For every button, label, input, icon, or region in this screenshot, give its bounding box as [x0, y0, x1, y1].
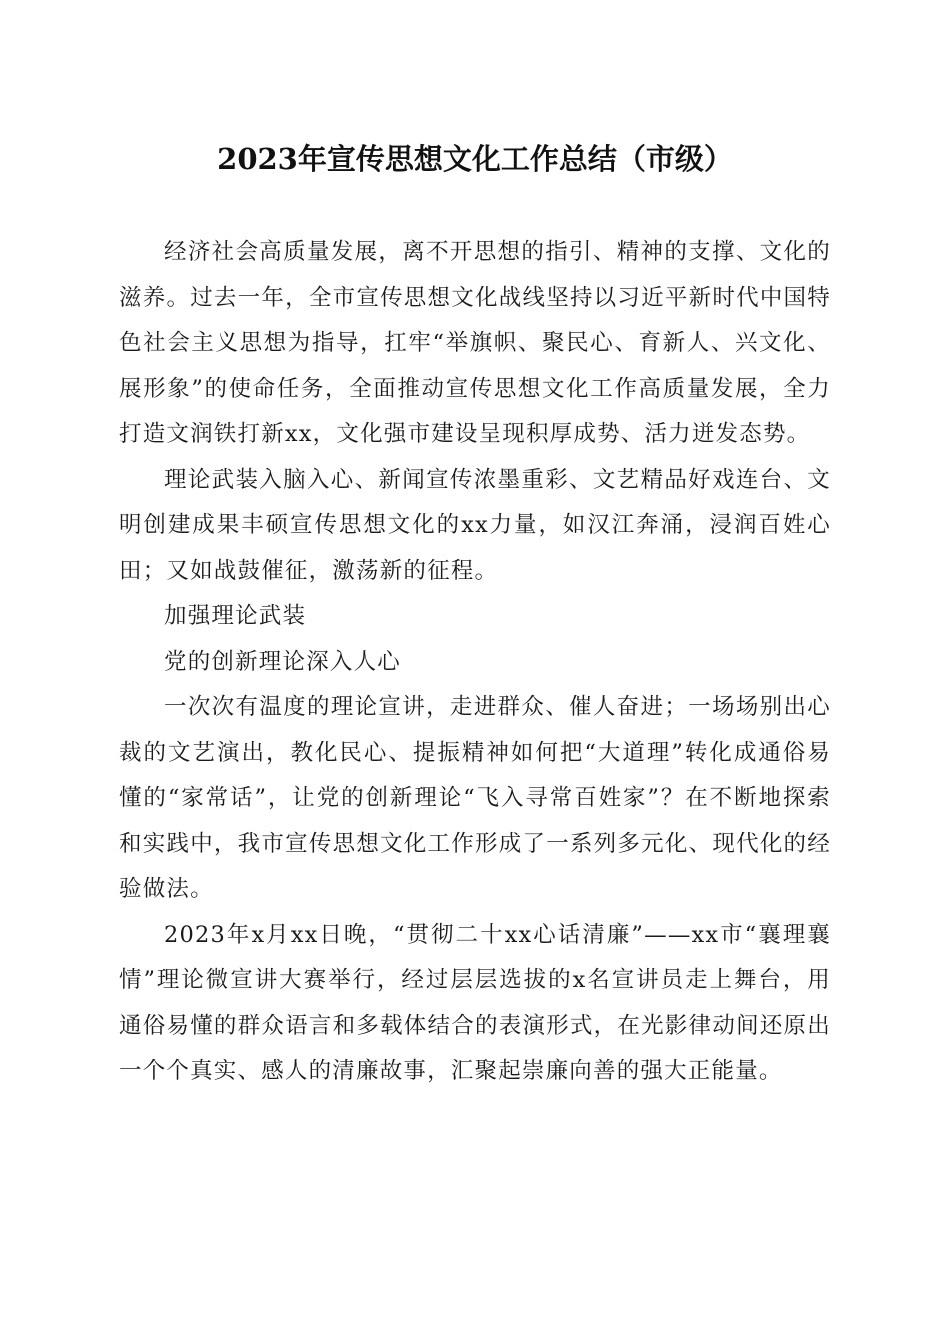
paragraph-intro: 经济社会高质量发展，离不开思想的指引、精神的支撑、文化的滋养。过去一年，全市宣传思想文化战线坚持以习近平新时代中国特色社会主义思想为指导，扛牢“举旗帜、聚民心、育新人、兴文化、展形象”的使命任务，全面推动宣传思想文化工作高质量发展，全力打造文润铁打新xx，文化强市建设呈现积厚成势、活力迸发态势。	[119, 239, 831, 447]
section-heading: 加强理论武装	[164, 603, 307, 629]
document-body	[119, 230, 831, 1095]
section-subheading: 党的创新理论深入人心	[164, 648, 402, 675]
document-title: 2023年宣传思想文化工作总结（市级）	[217, 142, 733, 176]
paragraph-theory: 一次次有温度的理论宣讲，走进群众、催人奋进；一场场别出心裁的文艺演出，教化民心、提振精神如何把“大道理”转化成通俗易懂的“家常话”，让党的创新理论“飞入寻常百姓家”？在不断地探索和实践中，我市宣传思想文化工作形成了一系列多元化、现代化的经验做法。	[119, 694, 831, 902]
paragraph-event: 2023年x月xx日晚，“贯彻二十xx心话清廉”——xx市“襄理襄情”理论微宣讲大赛举行，经过层层选拔的x名宣讲员走上舞台，用通俗易懂的群众语言和多载体结合的表演形式，在光影律动间还原出一个个真实、感人的清廉故事，汇聚起崇廉向善的强大正能量。	[119, 921, 831, 1084]
paragraph-overview: 理论武装入脑入心、新闻宣传浓墨重彩、文艺精品好戏连台、文明创建成果丰硕宣传思想文化的xx力量，如汉江奔涌，浸润百姓心田；又如战鼓催征，激荡新的征程。	[119, 466, 831, 584]
